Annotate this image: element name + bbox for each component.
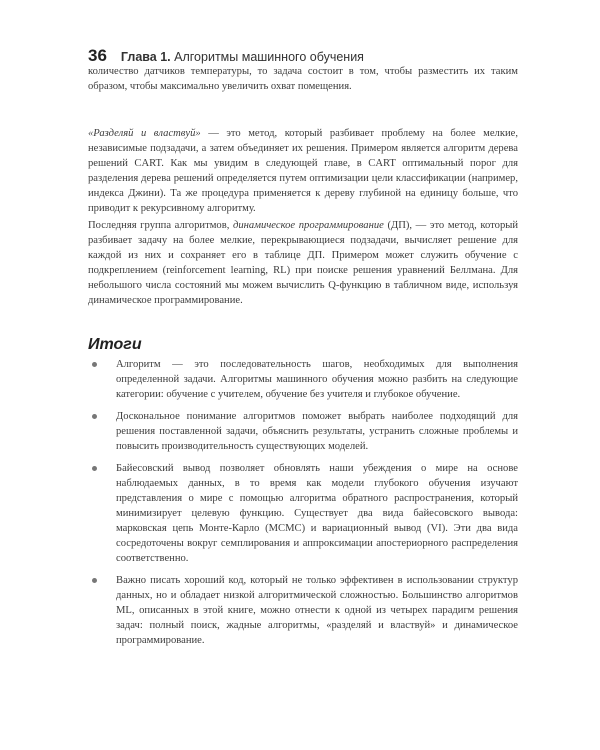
paragraph-3-text: (ДП), — это метод, который разбивает задачу на более мелкие, перекрывающиеся подзадачи, вычисляет решение для каждой из них и сохраняет его в таблице ДП. Примером может служить обучение с подкреплением (reinforcement learning, RL) при поиске решения уравнений Беллмана. Для небольшого числа состояний мы можем вычислить Q-функцию в табличном виде, используя динамическое программирование. (88, 220, 519, 306)
summary-heading: Итоги (88, 336, 142, 353)
summary-item-text: Байесовский вывод позволяет обновлять наши убеждения о мире на основе наблюдаемых данных, в то время как модели глубокого обучения изучают представления о мире с помощью алгоритма обратного распространения, который минимизирует целевую функцию. Существует два вида байесовского вывода: марковская цепь Монте-Карло (MCMC) и вариационный вывод (VI). Эти два вида сосредоточены вокруг семплирования и аппроксимации апостериорного распределения соответственно. (116, 463, 518, 564)
chapter-title (121, 50, 364, 64)
paragraph-continuation (88, 64, 518, 94)
term-divide-and-conquer: «Разделяй и властвуй» (88, 128, 201, 139)
bullet-icon (92, 578, 97, 583)
paragraph-2 (88, 126, 518, 216)
paragraph-2-text: — это метод, который разбивает проблему на более мелкие, независимые подзадачи, а затем объединяет их решения. Примером является алгоритм дерева решений CART. Как мы увидим в следующей главе, в CART оптимальный порог для разделения дерева решений определяется путем оптимизации цели классификации (например, индекса Джини). Та же процедура применяется к дереву глубиной на единицу больше, что приводит к рекурсивному алгоритму. (88, 128, 519, 214)
summary-item-text: Алгоритм — это последовательность шагов, необходимых для выполнения определенной задачи. Алгоритмы машинного обучения можно разбить на следующие категории: обучение с учителем, обучение без учителя и глубокое обучение. (116, 359, 518, 400)
paragraph-divide-and-conquer (88, 126, 518, 216)
paragraph-1: количество датчиков температуры, то задача состоит в том, чтобы разместить их таким образом, чтобы максимально увеличить охват помещения. (88, 66, 518, 92)
summary-item-text: Доскональное понимание алгоритмов поможет выбрать наиболее подходящий для решения поставленной задачи, объяснить результаты, устранить сложные проблемы и повысить производительность существующих моделей. (116, 411, 518, 452)
bullet-icon (92, 414, 97, 419)
page-number: 36 (88, 46, 107, 65)
bullet-icon (92, 466, 97, 471)
summary-item (92, 573, 518, 648)
term-dynamic-programming: динамическое программирование (232, 220, 384, 231)
summary-item (92, 409, 518, 454)
summary-item (92, 461, 518, 566)
bullet-icon (92, 362, 97, 367)
chapter-name: Алгоритмы машинного обучения (174, 50, 364, 64)
paragraph-3-start: Последняя группа алгоритмов, (88, 220, 233, 231)
paragraph-3 (88, 218, 518, 308)
summary-item (92, 357, 518, 402)
paragraph-dynamic-programming (88, 218, 518, 308)
summary-item-text: Важно писать хороший код, который не только эффективен в использовании структур данных, но и обладает низкой алгоритмической сложностью. Большинство алгоритмов ML, описанных в этой книге, можно отнести к одной из четырех парадигм решения задач: полный поиск, жадные алгоритмы, «разделяй и властвуй» и динамическое программирование. (116, 575, 518, 646)
summary-list (92, 357, 518, 655)
running-head (88, 46, 364, 66)
chapter-label: Глава 1. (120, 50, 171, 64)
